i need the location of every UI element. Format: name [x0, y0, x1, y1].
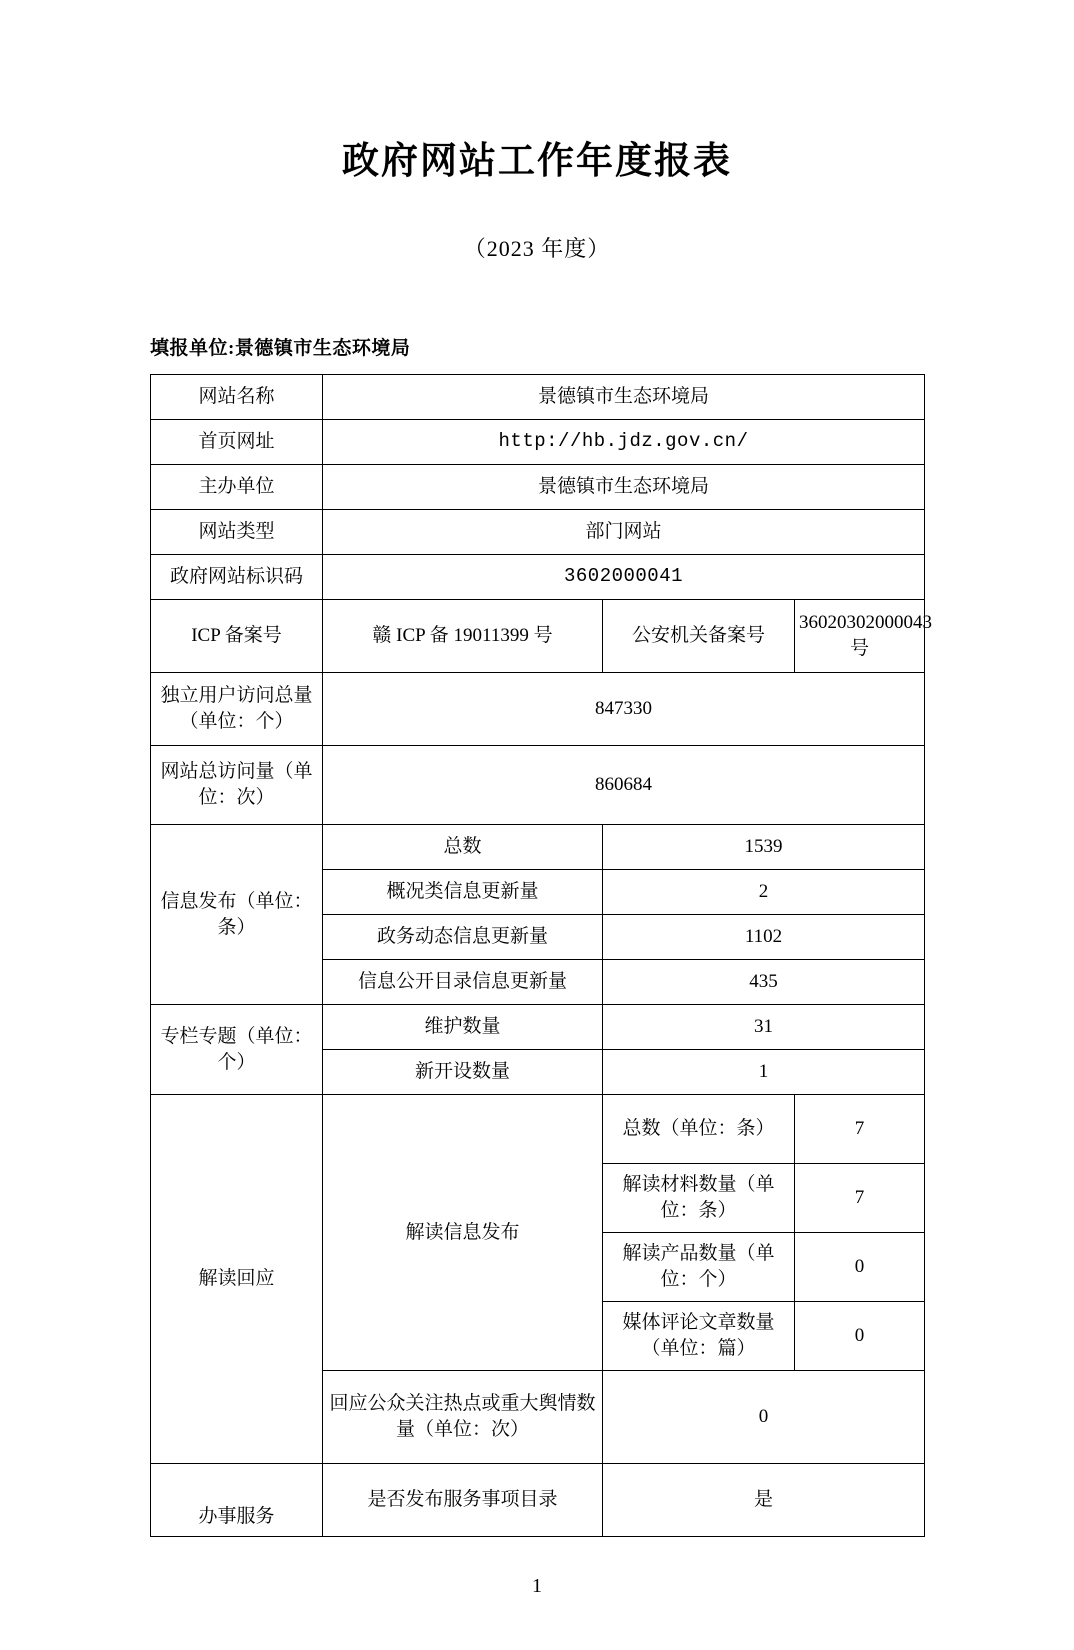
interpretation-row-value: 7 [795, 1164, 925, 1233]
info-release-label: 信息发布（单位：条） [151, 825, 323, 1005]
service-label: 办事服务 [151, 1464, 323, 1537]
info-release-row-name: 政务动态信息更新量 [323, 915, 603, 960]
column-topic-row-value: 1 [603, 1050, 925, 1095]
table-row [151, 1095, 925, 1164]
table-row [151, 825, 925, 870]
site-type-label: 网站类型 [151, 510, 323, 555]
table-row [151, 465, 925, 510]
table-row [151, 1464, 925, 1537]
interpretation-row-value: 0 [795, 1233, 925, 1302]
interpretation-release-label: 解读信息发布 [323, 1095, 603, 1371]
interpretation-label: 解读回应 [151, 1095, 323, 1464]
total-visits-label: 网站总访问量（单位：次） [151, 746, 323, 825]
total-visits-value: 860684 [323, 746, 925, 825]
homepage-label: 首页网址 [151, 420, 323, 465]
interpretation-row-name: 解读材料数量（单位：条） [603, 1164, 795, 1233]
info-release-row-value: 2 [603, 870, 925, 915]
interpretation-row-value: 0 [795, 1302, 925, 1371]
info-release-row-name: 信息公开目录信息更新量 [323, 960, 603, 1005]
annual-report-table [150, 374, 932, 1537]
table-row [151, 510, 925, 555]
unique-visitors-label: 独立用户访问总量（单位：个） [151, 673, 323, 746]
interpretation-row-name: 解读产品数量（单位：个） [603, 1233, 795, 1302]
public-response-value: 0 [603, 1371, 925, 1464]
report-unit-line: 填报单位:景德镇市生态环境局 [150, 338, 411, 359]
table-row [151, 1005, 925, 1050]
icp-value: 赣 ICP 备 19011399 号 [323, 600, 603, 673]
service-catalog-label: 是否发布服务事项目录 [323, 1464, 603, 1537]
column-topic-row-value: 31 [603, 1005, 925, 1050]
police-record-label: 公安机关备案号 [603, 600, 795, 673]
public-response-label: 回应公众关注热点或重大舆情数量（单位：次） [323, 1371, 603, 1464]
icp-label: ICP 备案号 [151, 600, 323, 673]
table-row [151, 555, 925, 600]
table-row [151, 420, 925, 465]
table-row [151, 600, 925, 673]
host-unit-value: 景德镇市生态环境局 [323, 465, 925, 510]
info-release-row-value: 1539 [603, 825, 925, 870]
column-topic-label: 专栏专题（单位：个） [151, 1005, 323, 1095]
interpretation-row-value: 7 [795, 1095, 925, 1164]
page-number: 1 [532, 1575, 542, 1597]
site-code-label: 政府网站标识码 [151, 555, 323, 600]
unique-visitors-value: 847330 [323, 673, 925, 746]
service-catalog-value: 是 [603, 1464, 925, 1537]
host-unit-label: 主办单位 [151, 465, 323, 510]
page-subtitle: （2023 年度） [463, 236, 611, 261]
table-row [151, 746, 925, 825]
site-name-value: 景德镇市生态环境局 [323, 375, 925, 420]
page-title: 政府网站工作年度报表 [342, 140, 732, 181]
info-release-row-name: 概况类信息更新量 [323, 870, 603, 915]
interpretation-row-name: 媒体评论文章数量（单位：篇） [603, 1302, 795, 1371]
column-topic-row-name: 维护数量 [323, 1005, 603, 1050]
site-type-value: 部门网站 [323, 510, 925, 555]
info-release-row-value: 435 [603, 960, 925, 1005]
table-row [151, 673, 925, 746]
interpretation-row-name: 总数（单位：条） [603, 1095, 795, 1164]
site-code-value: 3602000041 [323, 555, 925, 600]
table-row [151, 375, 925, 420]
document-page [0, 130, 1074, 1650]
info-release-row-value: 1102 [603, 915, 925, 960]
police-record-value: 36020302000043 号 [795, 600, 925, 673]
homepage-value: http://hb.jdz.gov.cn/ [323, 420, 925, 465]
column-topic-row-name: 新开设数量 [323, 1050, 603, 1095]
site-name-label: 网站名称 [151, 375, 323, 420]
info-release-row-name: 总数 [323, 825, 603, 870]
